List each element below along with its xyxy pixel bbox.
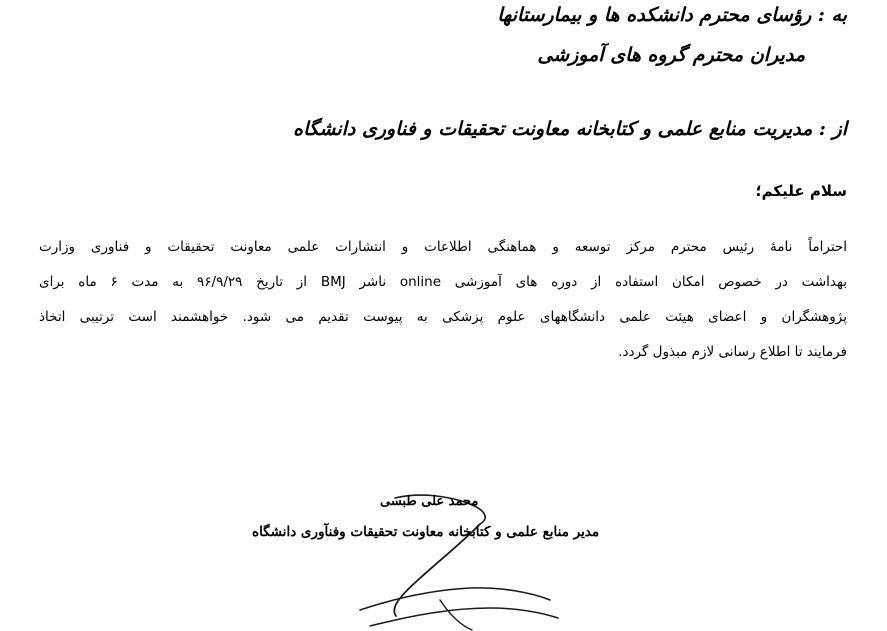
greeting: سلام علیکم؛: [755, 182, 847, 200]
body-line-4: فرمایند تا اطلاع رسانی لازم مبذول گردد.: [618, 344, 847, 360]
signatory-title: مدیر منابع علمی و کتابخانه معاونت تحقیقات وفنآوری دانشگاه: [252, 524, 600, 540]
body-line-2: بهداشت در خصوص امکان استفاده از دوره های آموزشی online ناشر BMJ از تاریخ ۹۶/۹/۲۹ به مدت ۶ ماه برای: [39, 274, 847, 290]
recipient-line-2: مدیران محترم گروه های آموزشی: [537, 44, 805, 66]
recipient-line-1: به : رؤسای محترم دانشکده ها و بیمارستانها: [497, 4, 847, 26]
sender-line: از : مدیریت منابع علمی و کتابخانه معاونت تحقیقات و فناوری دانشگاه: [293, 118, 847, 140]
body-line-1: احتراماً نامۀ رئیس محترم مرکز توسعه و هماهنگی اطلاعات و انتشارات علمی معاونت تحقیقات و فناوری وزارت: [39, 239, 847, 255]
letter-body: [39, 230, 847, 370]
signatory-name: محمد علی طبسی: [380, 494, 479, 509]
body-line-3: پژوهشگران و اعضای هیئت علمی دانشگاههای علوم پزشکی به پیوست تقدیم می شود. خواهشمند است ترتیبی اتخاذ: [39, 309, 847, 325]
